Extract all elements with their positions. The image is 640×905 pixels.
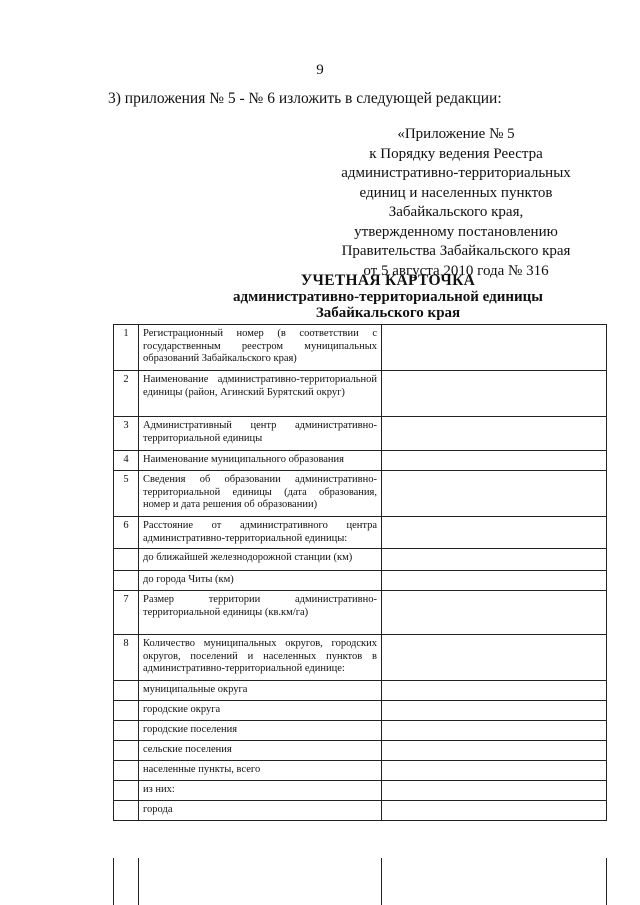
table-row: [114, 681, 607, 701]
row-number: [114, 549, 139, 571]
appendix-line: единиц и населенных пунктов: [359, 184, 553, 201]
table-continuation: [113, 858, 607, 905]
table-row: [114, 801, 607, 821]
row-value-cell[interactable]: [382, 325, 607, 371]
table-row: [114, 635, 607, 681]
row-number: 8: [114, 635, 139, 681]
row-value-cell[interactable]: [382, 517, 607, 549]
row-label: Наименование административно-территориальной единицы (район, Агинский Бурятский округ): [139, 371, 382, 417]
row-value-cell[interactable]: [382, 681, 607, 701]
row-label: Регистрационный номер (в соответствии с государственным реестром муниципальных образований Забайкальского края): [139, 325, 382, 371]
registration-card-table: [113, 324, 607, 821]
table-row: [114, 741, 607, 761]
row-value-cell[interactable]: [382, 721, 607, 741]
row-label: муниципальные округа: [139, 681, 382, 701]
page-number: 9: [316, 62, 324, 78]
row-value-cell[interactable]: [382, 635, 607, 681]
card-title-line1: УЧЕТНАЯ КАРТОЧКА: [300, 272, 476, 289]
row-label: городские поселения: [139, 721, 382, 741]
card-title-line3: Забайкальского края: [315, 305, 461, 321]
table-row: [114, 371, 607, 417]
row-value-cell[interactable]: [382, 781, 607, 801]
table-row: [114, 721, 607, 741]
row-label: населенные пункты, всего: [139, 761, 382, 781]
row-number: 2: [114, 371, 139, 417]
row-label: города: [139, 801, 382, 821]
appendix-line: от 5 августа 2010 года № 316: [363, 262, 549, 279]
row-number: [114, 761, 139, 781]
row-number: 4: [114, 451, 139, 471]
table-row: [114, 549, 607, 571]
table-row: [114, 781, 607, 801]
table-row: [114, 451, 607, 471]
appendix-line: утвержденному постановлению: [354, 223, 558, 240]
appendix-line: Правительства Забайкальского края: [341, 243, 571, 259]
row-label: из них:: [139, 781, 382, 801]
table-row: [114, 417, 607, 451]
row-number: [114, 681, 139, 701]
row-number: [114, 781, 139, 801]
appendix-header: [306, 125, 606, 281]
row-value-cell[interactable]: [382, 741, 607, 761]
row-number: 3: [114, 417, 139, 451]
row-label: Количество муниципальных округов, городских округов, поселений и населенных пунктов в административно-территориальной единице:: [139, 635, 382, 681]
row-label: Административный центр административно-территориальной единицы: [139, 417, 382, 451]
table-row: [114, 701, 607, 721]
table-row: [114, 591, 607, 635]
table-row: [114, 517, 607, 549]
row-value-cell[interactable]: [382, 417, 607, 451]
row-value-cell[interactable]: [382, 701, 607, 721]
row-label: до ближайшей железнодорожной станции (км): [139, 549, 382, 571]
row-label: Наименование муниципального образования: [139, 451, 382, 471]
row-value-cell[interactable]: [382, 571, 607, 591]
card-title-line2: административно-территориальной единицы: [233, 289, 543, 305]
row-number: [114, 701, 139, 721]
row-value-cell[interactable]: [382, 591, 607, 635]
row-label: городские округа: [139, 701, 382, 721]
row-number: 1: [114, 325, 139, 371]
row-number: [114, 571, 139, 591]
table-row: [114, 325, 607, 371]
row-number: [114, 721, 139, 741]
appendix-line: к Порядку ведения Реестра: [369, 145, 543, 162]
row-number: 5: [114, 471, 139, 517]
row-label: Расстояние от административного центра административно-территориальной единицы:: [139, 517, 382, 549]
appendix-line: «Приложение № 5: [397, 126, 515, 142]
intro-text: 3) приложения № 5 - № 6 изложить в следующей редакции:: [108, 90, 502, 107]
row-value-cell[interactable]: [382, 451, 607, 471]
appendix-line: административно-территориальных: [341, 165, 571, 181]
row-number: [114, 741, 139, 761]
table-row: [114, 761, 607, 781]
card-title: [168, 273, 608, 321]
row-label: сельские поселения: [139, 741, 382, 761]
row-value-cell[interactable]: [382, 471, 607, 517]
row-number: [114, 801, 139, 821]
appendix-line: Забайкальского края,: [388, 204, 524, 220]
row-label: до города Читы (км): [139, 571, 382, 591]
row-number: 7: [114, 591, 139, 635]
row-value-cell[interactable]: [382, 371, 607, 417]
row-value-cell[interactable]: [382, 761, 607, 781]
row-value-cell[interactable]: [382, 801, 607, 821]
row-number: 6: [114, 517, 139, 549]
row-label: Сведения об образовании административно-территориальной единицы (дата образования, номер и дата решения об образовании): [139, 471, 382, 517]
row-value-cell[interactable]: [382, 549, 607, 571]
row-label: Размер территории административно-территориальной единицы (кв.км/га): [139, 591, 382, 635]
table-row: [114, 571, 607, 591]
table-row: [114, 471, 607, 517]
